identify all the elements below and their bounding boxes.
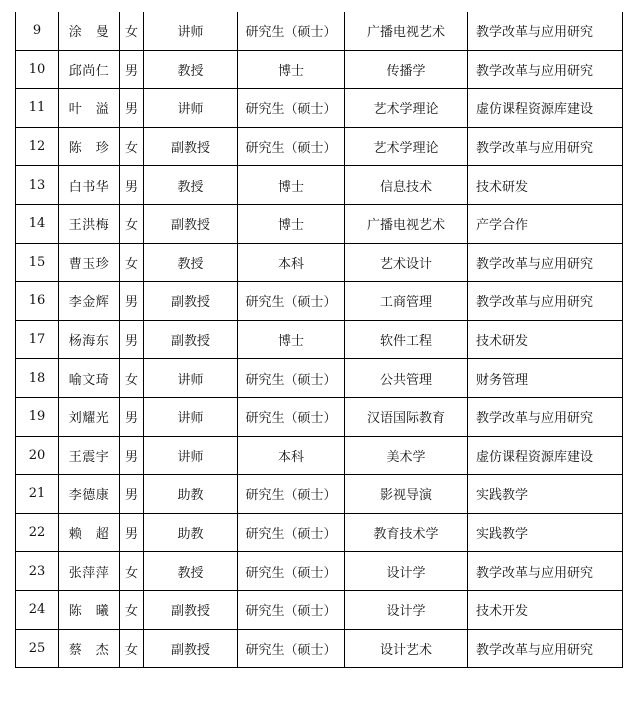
- cell-name: 李德康: [59, 475, 120, 514]
- cell-number: 20: [16, 436, 59, 475]
- cell-major: 设计艺术: [345, 629, 468, 668]
- table-row: [16, 166, 623, 205]
- cell-title: 助教: [144, 513, 238, 552]
- table-row: [16, 397, 623, 436]
- cell-gender: 男: [120, 166, 144, 205]
- cell-name: 陈 曦: [59, 590, 120, 629]
- cell-name: 刘耀光: [59, 397, 120, 436]
- table-row: [16, 513, 623, 552]
- cell-number: 24: [16, 590, 59, 629]
- table-row: [16, 475, 623, 514]
- cell-gender: 女: [120, 204, 144, 243]
- cell-title: 讲师: [144, 12, 238, 50]
- cell-number: 15: [16, 243, 59, 282]
- cell-education: 研究生（硕士）: [238, 552, 345, 591]
- cell-major: 教育技术学: [345, 513, 468, 552]
- cell-gender: 男: [120, 397, 144, 436]
- cell-major: 传播学: [345, 50, 468, 89]
- cell-name: 涂 曼: [59, 12, 120, 50]
- cell-gender: 女: [120, 552, 144, 591]
- cell-title: 讲师: [144, 397, 238, 436]
- cell-title: 副教授: [144, 282, 238, 321]
- cell-major: 美术学: [345, 436, 468, 475]
- cell-major: 设计学: [345, 590, 468, 629]
- cell-number: 13: [16, 166, 59, 205]
- cell-title: 副教授: [144, 320, 238, 359]
- cell-number: 23: [16, 552, 59, 591]
- cell-research-direction: 教学改革与应用研究: [468, 282, 623, 321]
- cell-education: 本科: [238, 436, 345, 475]
- table-row: [16, 89, 623, 128]
- cell-major: 广播电视艺术: [345, 12, 468, 50]
- cell-education: 研究生（硕士）: [238, 282, 345, 321]
- cell-name: 喻文琦: [59, 359, 120, 398]
- cell-number: 11: [16, 89, 59, 128]
- cell-research-direction: 财务管理: [468, 359, 623, 398]
- cell-major: 广播电视艺术: [345, 204, 468, 243]
- cell-research-direction: 产学合作: [468, 204, 623, 243]
- cell-major: 公共管理: [345, 359, 468, 398]
- cell-number: 21: [16, 475, 59, 514]
- table-row: [16, 282, 623, 321]
- cell-title: 教授: [144, 552, 238, 591]
- cell-education: 研究生（硕士）: [238, 590, 345, 629]
- cell-number: 12: [16, 127, 59, 166]
- cell-name: 曹玉珍: [59, 243, 120, 282]
- table-row: [16, 320, 623, 359]
- cell-major: 软件工程: [345, 320, 468, 359]
- cell-gender: 男: [120, 436, 144, 475]
- cell-major: 汉语国际教育: [345, 397, 468, 436]
- cell-research-direction: 教学改革与应用研究: [468, 127, 623, 166]
- cell-gender: 男: [120, 513, 144, 552]
- cell-research-direction: 技术研发: [468, 166, 623, 205]
- cell-education: 研究生（硕士）: [238, 359, 345, 398]
- cell-major: 设计学: [345, 552, 468, 591]
- cell-research-direction: 教学改革与应用研究: [468, 629, 623, 668]
- cell-name: 李金辉: [59, 282, 120, 321]
- cell-major: 艺术设计: [345, 243, 468, 282]
- cell-name: 叶 溢: [59, 89, 120, 128]
- cell-name: 陈 珍: [59, 127, 120, 166]
- staff-table-body: [16, 12, 623, 668]
- table-row: [16, 552, 623, 591]
- cell-number: 18: [16, 359, 59, 398]
- cell-research-direction: 虚仿课程资源库建设: [468, 89, 623, 128]
- cell-research-direction: 教学改革与应用研究: [468, 50, 623, 89]
- cell-education: 研究生（硕士）: [238, 629, 345, 668]
- table-row: [16, 359, 623, 398]
- cell-education: 研究生（硕士）: [238, 12, 345, 50]
- cell-education: 研究生（硕士）: [238, 513, 345, 552]
- cell-major: 信息技术: [345, 166, 468, 205]
- cell-name: 王震宇: [59, 436, 120, 475]
- cell-major: 工商管理: [345, 282, 468, 321]
- cell-gender: 男: [120, 50, 144, 89]
- cell-title: 助教: [144, 475, 238, 514]
- cell-research-direction: 技术开发: [468, 590, 623, 629]
- cell-research-direction: 实践教学: [468, 513, 623, 552]
- cell-title: 讲师: [144, 359, 238, 398]
- cell-gender: 女: [120, 243, 144, 282]
- cell-research-direction: 教学改革与应用研究: [468, 12, 623, 50]
- cell-education: 博士: [238, 166, 345, 205]
- cell-title: 副教授: [144, 629, 238, 668]
- cell-research-direction: 实践教学: [468, 475, 623, 514]
- cell-title: 教授: [144, 166, 238, 205]
- cell-name: 张萍萍: [59, 552, 120, 591]
- cell-name: 白书华: [59, 166, 120, 205]
- cell-number: 14: [16, 204, 59, 243]
- cell-education: 本科: [238, 243, 345, 282]
- table-row: [16, 629, 623, 668]
- cell-title: 副教授: [144, 127, 238, 166]
- staff-table-container: [15, 12, 611, 668]
- table-row: [16, 12, 623, 50]
- cell-number: 9: [16, 12, 59, 50]
- cell-title: 教授: [144, 50, 238, 89]
- table-row: [16, 127, 623, 166]
- table-row: [16, 436, 623, 475]
- cell-gender: 女: [120, 127, 144, 166]
- cell-title: 副教授: [144, 204, 238, 243]
- cell-number: 25: [16, 629, 59, 668]
- cell-title: 讲师: [144, 436, 238, 475]
- table-row: [16, 50, 623, 89]
- cell-number: 16: [16, 282, 59, 321]
- cell-name: 赖 超: [59, 513, 120, 552]
- cell-education: 研究生（硕士）: [238, 397, 345, 436]
- table-row: [16, 590, 623, 629]
- cell-education: 博士: [238, 320, 345, 359]
- cell-name: 杨海东: [59, 320, 120, 359]
- table-row: [16, 204, 623, 243]
- cell-gender: 女: [120, 629, 144, 668]
- cell-major: 艺术学理论: [345, 127, 468, 166]
- cell-education: 研究生（硕士）: [238, 127, 345, 166]
- cell-title: 讲师: [144, 89, 238, 128]
- cell-education: 研究生（硕士）: [238, 475, 345, 514]
- cell-research-direction: 教学改革与应用研究: [468, 243, 623, 282]
- table-row: [16, 243, 623, 282]
- cell-title: 副教授: [144, 590, 238, 629]
- cell-number: 19: [16, 397, 59, 436]
- cell-education: 博士: [238, 204, 345, 243]
- cell-number: 22: [16, 513, 59, 552]
- cell-gender: 男: [120, 282, 144, 321]
- cell-research-direction: 教学改革与应用研究: [468, 552, 623, 591]
- cell-gender: 女: [120, 590, 144, 629]
- cell-title: 教授: [144, 243, 238, 282]
- cell-gender: 女: [120, 12, 144, 50]
- cell-gender: 男: [120, 320, 144, 359]
- cell-major: 艺术学理论: [345, 89, 468, 128]
- cell-gender: 女: [120, 359, 144, 398]
- cell-gender: 男: [120, 475, 144, 514]
- cell-education: 研究生（硕士）: [238, 89, 345, 128]
- cell-education: 博士: [238, 50, 345, 89]
- cell-research-direction: 虚仿课程资源库建设: [468, 436, 623, 475]
- cell-name: 蔡 杰: [59, 629, 120, 668]
- cell-name: 王洪梅: [59, 204, 120, 243]
- cell-gender: 男: [120, 89, 144, 128]
- cell-major: 影视导演: [345, 475, 468, 514]
- cell-name: 邱尚仁: [59, 50, 120, 89]
- cell-number: 10: [16, 50, 59, 89]
- cell-research-direction: 教学改革与应用研究: [468, 397, 623, 436]
- staff-table: [15, 12, 623, 668]
- cell-number: 17: [16, 320, 59, 359]
- cell-research-direction: 技术研发: [468, 320, 623, 359]
